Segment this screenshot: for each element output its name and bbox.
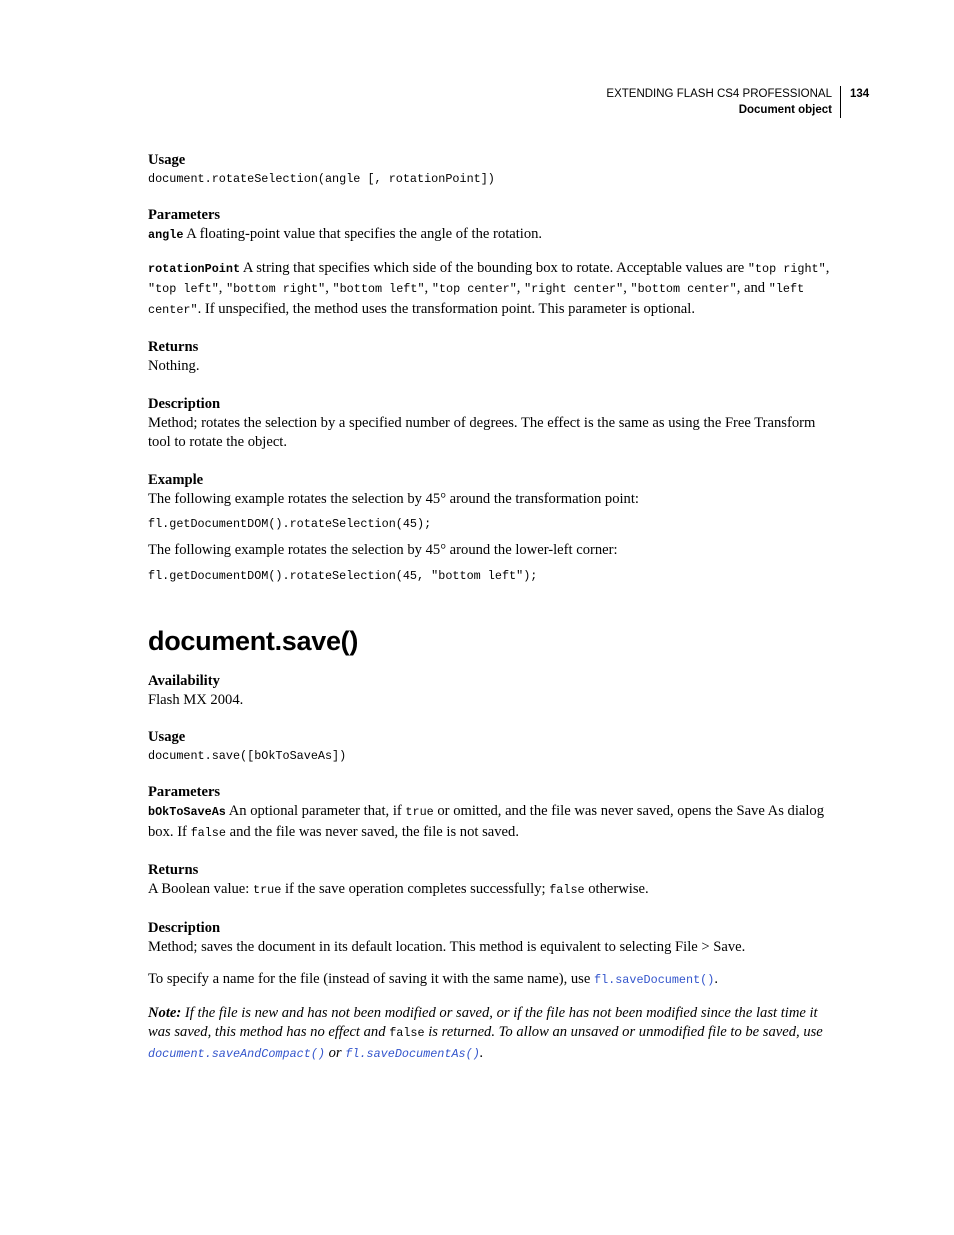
link-save-document[interactable]: fl.saveDocument() bbox=[593, 973, 715, 987]
value-literal: false bbox=[190, 825, 226, 840]
desc-part: To specify a name for the file (instead of saving it with the same name), use bbox=[148, 971, 594, 987]
value-literal: "top center" bbox=[431, 282, 517, 296]
usage-heading: Usage bbox=[148, 152, 186, 168]
value-literal: true bbox=[405, 805, 434, 819]
page-number: 134 bbox=[850, 88, 870, 100]
param-name: angle bbox=[148, 228, 184, 242]
returns-part: otherwise. bbox=[584, 881, 649, 897]
returns-part: if the save operation completes successfully; bbox=[281, 881, 550, 897]
description-heading: Description bbox=[148, 395, 221, 412]
usage-code: document.save([bOkToSaveAs]) bbox=[148, 749, 347, 763]
running-header bbox=[606, 86, 841, 118]
description-text: Method; rotates the selection by a specified number of degrees. The effect is the same as using the Free Transform tool to rotate the object. bbox=[148, 414, 816, 450]
returns-part: A Boolean value: bbox=[148, 881, 253, 897]
returns-heading: Returns bbox=[148, 339, 199, 355]
link-save-and-compact[interactable]: document.saveAndCompact() bbox=[148, 1046, 325, 1061]
param-desc: A string that specifies which side of the bounding box to rotate. Acceptable values are bbox=[240, 259, 748, 276]
desc-part: . bbox=[714, 971, 718, 987]
value-literal: "bottom right" bbox=[226, 282, 326, 296]
value-literal: "bottom left" bbox=[332, 282, 425, 296]
note-part: or bbox=[324, 1044, 346, 1061]
example-code: fl.getDocumentDOM().rotateSelection(45); bbox=[148, 517, 432, 531]
header-subtitle: Document object bbox=[738, 104, 832, 116]
description-text-2 bbox=[148, 970, 840, 991]
param-desc: A floating-point value that specifies the angle of the rotation. bbox=[183, 226, 543, 242]
param-name: bOkToSaveAs bbox=[148, 805, 226, 819]
param-desc: An optional parameter that, if bbox=[225, 803, 406, 819]
usage-heading: Usage bbox=[148, 729, 186, 745]
value-literal: true bbox=[252, 883, 282, 897]
example-heading: Example bbox=[148, 471, 204, 488]
header-title: EXTENDING FLASH CS4 PROFESSIONAL bbox=[606, 88, 832, 100]
param-angle bbox=[148, 225, 840, 246]
note-label: Note: bbox=[148, 1004, 182, 1021]
note bbox=[148, 1004, 840, 1065]
value-literal: false bbox=[389, 1026, 425, 1040]
example-text: The following example rotates the selection by 45° around the lower-left corner: bbox=[148, 542, 618, 558]
value-literal: false bbox=[549, 883, 585, 897]
value-literal: "top right" bbox=[747, 261, 826, 276]
note-part: is returned. To allow an unsaved or unmodified file to be saved, use bbox=[424, 1024, 823, 1040]
value-literal: "bottom center" bbox=[630, 282, 737, 296]
link-save-document-as[interactable]: fl.saveDocumentAs() bbox=[345, 1046, 480, 1061]
value-literal: "left center" bbox=[148, 282, 805, 317]
value-literal: "right center" bbox=[524, 282, 624, 296]
param-desc: . If unspecified, the method uses the transformation point. This parameter is optional. bbox=[197, 300, 695, 317]
usage-code: document.rotateSelection(angle [, rotationPoint]) bbox=[148, 172, 495, 186]
returns-heading: Returns bbox=[148, 862, 199, 878]
availability-heading: Availability bbox=[148, 672, 220, 689]
section-title: document.save() bbox=[148, 625, 359, 656]
parameters-heading: Parameters bbox=[148, 784, 221, 800]
example-code: fl.getDocumentDOM().rotateSelection(45, "bottom left"); bbox=[148, 568, 538, 583]
page-body bbox=[148, 150, 840, 1064]
param-desc: or omitted, and the file was never saved, opens the Save As dialog box. If bbox=[148, 803, 825, 840]
value-literal: "top left" bbox=[148, 282, 219, 296]
description-text: Method; saves the document in its default location. This method is equivalent to selecting File > Save. bbox=[148, 938, 746, 955]
note-part: . bbox=[479, 1044, 484, 1061]
parameters-heading: Parameters bbox=[148, 207, 221, 223]
param-rotation-point: rotationPoint A string that specifies which side of the bounding box to rotate. Acceptable values are "top right", "top left", "bottom right", "bottom left", "top center", "right center", "bottom center", and "left center". If unspecified, the method uses the transformation point. This parameter is optional. bbox=[148, 259, 830, 317]
param-desc: and the file was never saved, the file is not saved. bbox=[225, 823, 519, 840]
description-heading: Description bbox=[148, 919, 221, 936]
note-part: If the file is new and has not been modified or saved, or if the file has not been modified since the last time it was saved, this method has no effect and bbox=[148, 1004, 818, 1040]
returns-text bbox=[148, 880, 840, 901]
availability-text: Flash MX 2004. bbox=[148, 691, 244, 708]
param-name: rotationPoint bbox=[148, 261, 241, 276]
param-bOkToSaveAs bbox=[148, 802, 840, 843]
returns-text: Nothing. bbox=[148, 358, 200, 374]
example-text: The following example rotates the selection by 45° around the transformation point: bbox=[148, 490, 639, 507]
